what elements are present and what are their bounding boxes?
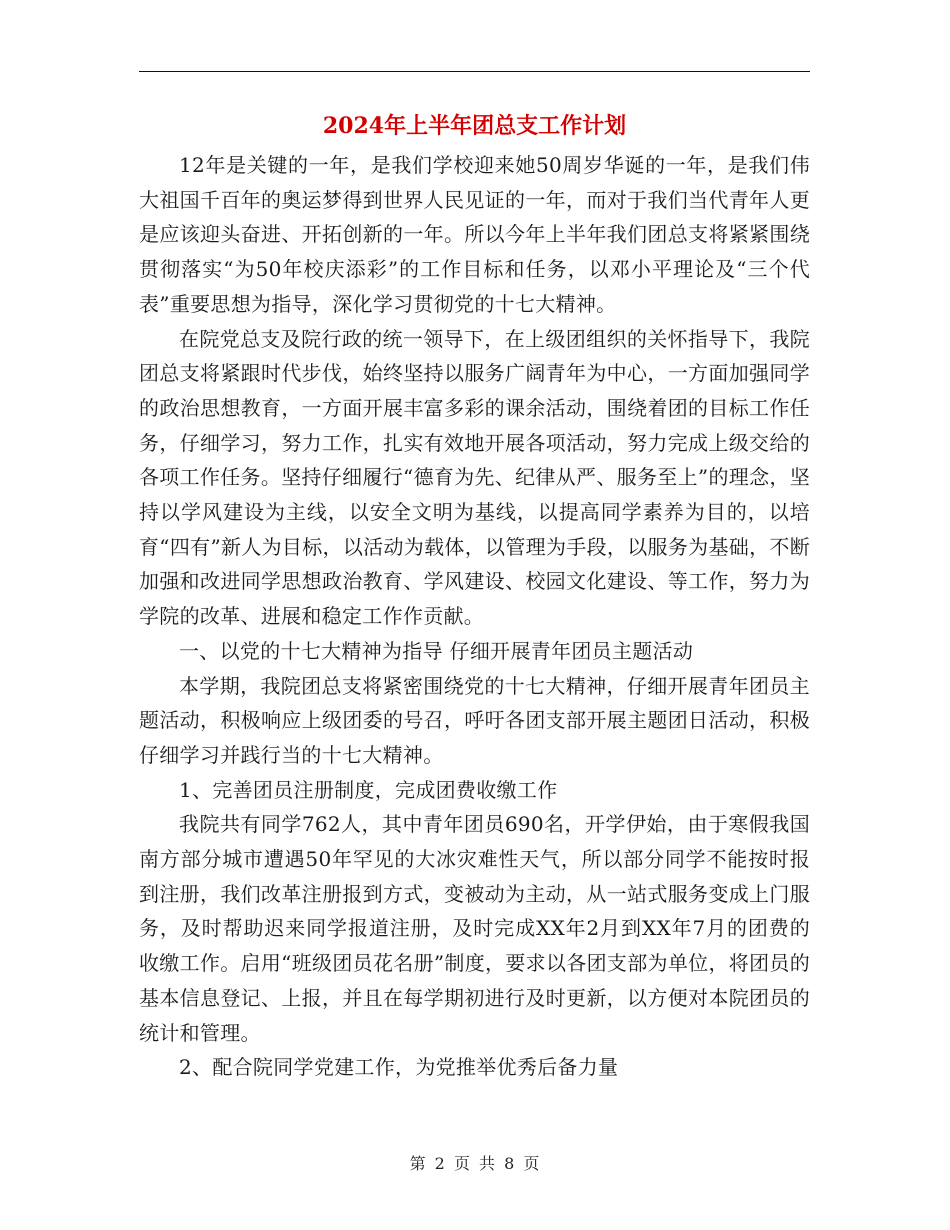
document-title: 2024年上半年团总支工作计划 — [322, 113, 627, 139]
paragraph-registration: 我院共有同学762人，其中青年团员690名，开学伊始，由于寒假我国南方部分城市遭遇50年罕见的大冰灾难性天气，所以部分同学不能按时报到注册，我们改革注册报到方式，变被动为主动，从一站式服务变成上门服务，及时帮助迟来同学报道注册，及时完成XX年2月到XX年7月的团费的收缴工作。启用“班级团员花名册”制度，要求以各团支部为单位，将团员的基本信息登记、上报，并且在每学期初进行及时更新，以方便对本院团员的统计和管理。 — [139, 812, 810, 1045]
page-footer: 第 2 页 共 8 页 — [409, 1154, 540, 1173]
paragraph-leadership: 在院党总支及院行政的统一领导下，在上级团组织的关怀指导下，我院团总支将紧跟时代步伐，始终坚持以服务广阔青年为中心，一方面加强同学的政治思想教育，一方面开展丰富多彩的课余活动，围绕着团的目标工作任务，仔细学习，努力工作，扎实有效地开展各项活动，努力完成上级交给的各项工作任务。坚持仔细履行“德育为先、纪律从严、服务至上”的理念，坚持以学风建设为主线，以安全文明为基线，以提高同学素养为目的，以培育“四有”新人为目标，以活动为载体，以管理为手段，以服务为基础，不断加强和改进同学思想政治教育、学风建设、校园文化建设、等工作，努力为学院的改革、进展和稳定工作作贡献。 — [139, 326, 810, 629]
header-rule — [139, 71, 810, 72]
paragraph-semester: 本学期，我院团总支将紧密围绕党的十七大精神，仔细开展青年团员主题活动，积极响应上级团委的号召，呼吁各团支部开展主题团日活动，积极仔细学习并践行当的十七大精神。 — [139, 673, 810, 767]
section-heading-1: 一、以党的十七大精神为指导 仔细开展青年团员主题活动 — [179, 638, 694, 663]
paragraph-intro: 12年是关键的一年，是我们学校迎来她50周岁华诞的一年，是我们伟大祖国千百年的奥运梦得到世界人民见证的一年，而对于我们当代青年人更是应该迎头奋进、开拓创新的一年。所以今年上半年我们团总支将紧紧围绕贯彻落实“为50年校庆添彩”的工作目标和任务，以邓小平理论及“三个代表”重要思想为指导，深化学习贯彻党的十七大精神。 — [139, 153, 810, 316]
subsection-heading-1: 1、完善团员注册制度，完成团费收缴工作 — [179, 777, 558, 802]
document-body — [139, 148, 810, 1085]
subsection-heading-2: 2、配合院同学党建工作，为党推举优秀后备力量 — [179, 1055, 619, 1080]
